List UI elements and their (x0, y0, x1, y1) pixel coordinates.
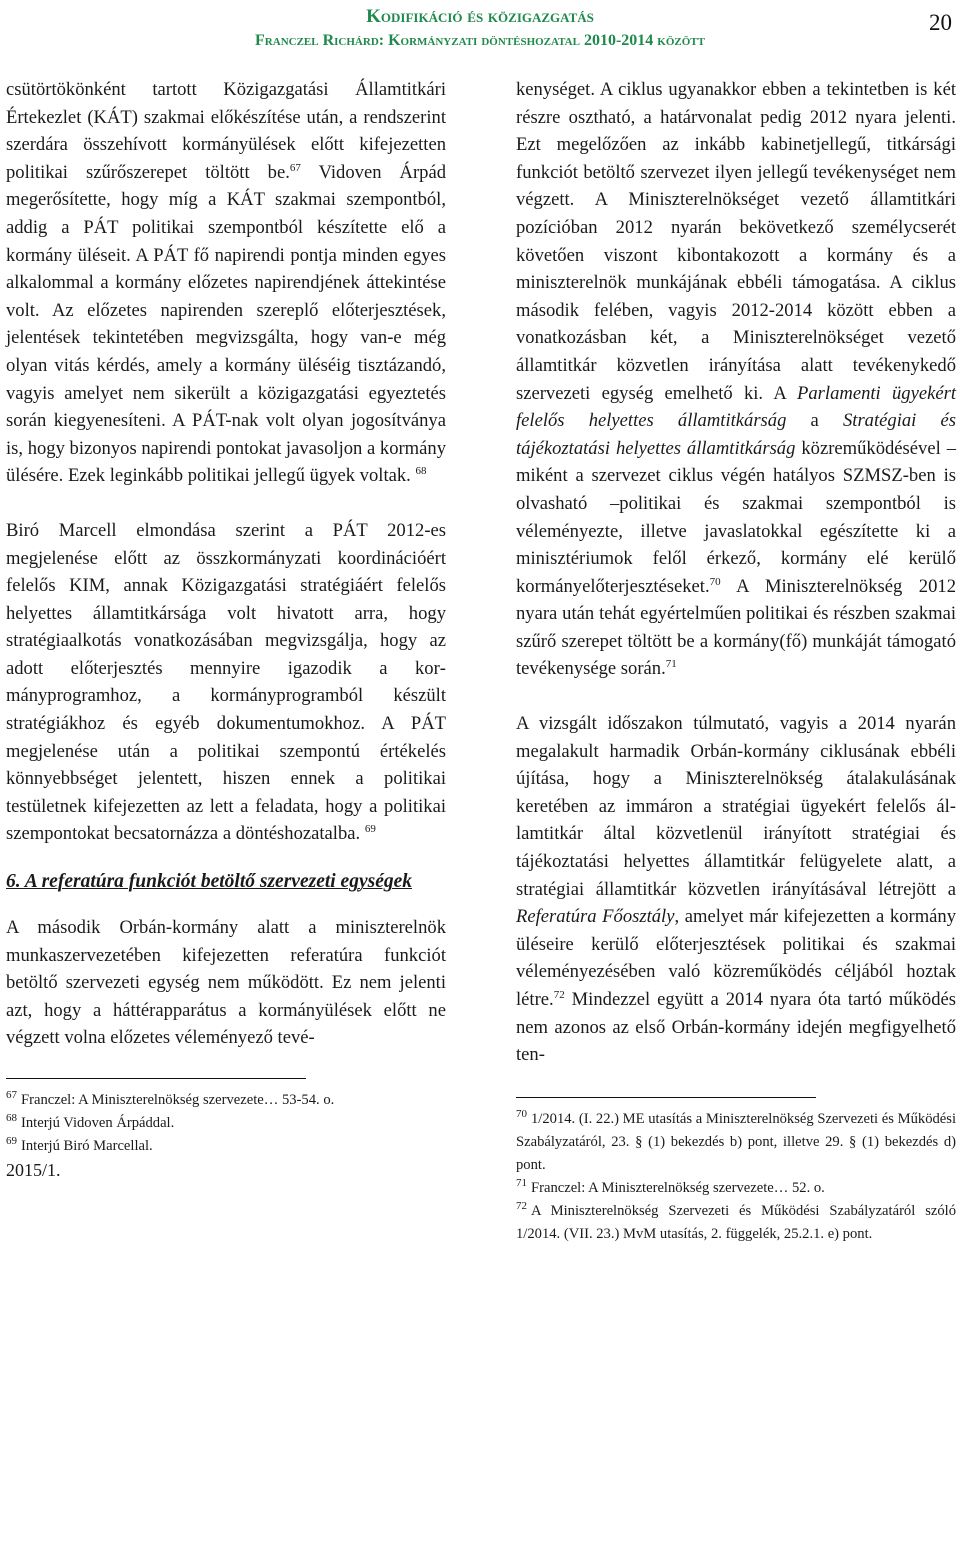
right-column (516, 76, 956, 1246)
paragraph: Biró Marcell elmondása szerint a PÁT 2012-es megjelenése előtt az összkormányzati koordinációért felelős KIM, annak Közigazgatási stratégiáért felelős helyettes államtitkársága volt hivatott arra, hogy stratégiaalkotás vonatkozásában megvizsgálja, hogy az adott előterjesztés mennyire igazodik a kormányprogramhoz, a kormányprogramból készült stratégiákhoz és egyéb dokumentumokhoz. A PÁT megjelenése után a politikai szempontú értékelés könnyebbséget jelentett, hiszen ennek a politikai testületnek kifejezetten az lett a feladata, hogy a politikai szempontokat becsatornázza a döntéshozatalba. $^{69}$ (6, 519, 446, 845)
page-number: 20 (929, 10, 952, 35)
footnote: $^{69}$ Interjú Biró Marcellal. (6, 1135, 153, 1154)
footnote-rule (516, 1097, 816, 1098)
footnote: $^{68}$ Interjú Vidoven Árpáddal. (6, 1112, 175, 1131)
footnote: $^{72}$ A Miniszterelnökség Szervezeti és Működési Szabályzatáról szóló 1/2014. (VII. 23.) MvM utasítás, 2. függelék, 25.2.1. e) pont. (516, 1199, 956, 1242)
footnote: $^{71}$ Franczel: A Miniszterelnökség szervezete… 52. o. (516, 1176, 825, 1196)
paragraph: A vizsgált időszakon túlmutató, vagyis a 2014 nyarán megalakult harmadik Orbán-kormány ciklusának ebbéli újítása, hogy a Miniszterelnökség átalakulásának keretében az immáron a stratégiai ügyekért felelős államtitkár által közvetlenül irányított stratégiai és tájékoztatási helyettes államtitkár felügyelete alatt, a stratégiai államtitkár közvetlen irányításával létrejött a Referatúra Főosztály, amelyet már kifejezetten a kormány üléseire kerülő előterjesztések politikai és szakmai véleményezésében való közreműködés céljából hoztak létre.$^{72}$ Mindezzel együtt a 2014 nyara óta tartó működés nem azonos az első Orbán-kormány idején megfigyelhető ten- (516, 713, 956, 1066)
footnote-ref[interactable]: 68 (415, 465, 427, 478)
footnote-ref[interactable]: 72 (553, 988, 565, 1001)
journal-title: Kodifikáció és közigazgatás (366, 6, 594, 27)
article-title: Franczel Richárd: Kormányzati döntéshozatal 2010-2014 között (255, 32, 705, 49)
footnote-ref[interactable]: 69 (364, 823, 376, 836)
footnote-rule (6, 1078, 306, 1079)
footnote-ref[interactable]: 67 (289, 161, 301, 174)
footnote-ref[interactable]: 71 (665, 658, 677, 671)
footnote-ref[interactable]: 70 (709, 575, 721, 588)
paragraph: A második Orbán-kormány alatt a miniszterelnök munkaszervezetében kifejezetten referatúra funkciót betöltő szervezeti egység nem működött. Ez nem jelenti azt, hogy a háttérapparátus a kormányülések előtt ne végzett volna előzetes véleményező tevé- (6, 917, 446, 1049)
paragraph: csütörtökönként tartott Közigazgatási Államtitkári Értekezlet (KÁT) szakmai előkészítése után, a rendszerint szerdára összehívott kormányülések előtt kifejezetten politikai szűrőszerepet töltött be.$^{67}$ Vidoven Árpád megerősítette, hogy míg a KÁT szakmai szempontból, addig a PÁT politikai szempontból készítette elő a kormány üléseit. A PÁT fő napirendi pontja minden egyes alkalommal a kormány előzetes napirendjének áttekintése volt. Az előzetes napirenden szereplő előterjesztések, jelentések tekintetében megvizsgálta, hogy van-e még olyan vitás kérdés, amely a kormány üléséig tisztázandó, vagyis amelyet nem sikerült a közigazgatási egyeztetés során kiegyenesíteni. A PÁT-nak volt olyan jogosítványa is, hogy bizonyos napirendi pontokat javasoljon a kormány ülésére. Ezek leginkább politikai jellegű ügyek voltak. $^{68}$ (6, 79, 446, 487)
left-column (6, 76, 446, 1183)
issue-year: 2015/1. (6, 1160, 61, 1180)
section-heading: 6. A referatúra funkciót betöltő szervezeti egységek (6, 871, 413, 893)
footnote: $^{70}$ 1/2014. (I. 22.) ME utasítás a Miniszterelnökség Szervezeti és Működési Szabályzatáról, 23. § (1) bekezdés b) pont, illetve 29. § (1) bekezdés d) pont. (516, 1107, 956, 1173)
footnote: $^{67}$ Franczel: A Miniszterelnökség szervezete… 53-54. o. (6, 1089, 335, 1108)
paragraph: kenységet. A ciklus ugyanakkor ebben a tekintetben is két részre osztható, a határvonalat pedig 2012 nyara jelenti. Ezt megelőzően az inkább kabinetjellegű, titkársági funkciót betöltő szervezet ilyen jellegű tevékenységet nem végzett. A Miniszterelnökséget vezető államtitkári pozícióban 2012 nyarán bekövetkező személycserét követően viszont kibontakozott a kormány és a miniszterelnök munkájának ebbéli támogatása. A ciklus második felében, vagyis 2012-2014 között ebben a vonatkozásban két, a Miniszterelnökséget vezető államtitkár közvetlen irányítása alatt tevékenykedő szervezeti egység emelhető ki. A Parlamenti ügyekért felelős helyettes államtitkárság a Stratégiai és tájékoztatási helyettes államtitkárság közreműködésével – miként a szervezet ciklus végén hatályos SZMSZ-ben is olvasható –politikai és szakmai szempontból is véleményezte, illetve javaslatokkal egészítette ki a minisztériumok felől érkező, kormány elé kerülő kormányelőterjesztéseket.$^{70}$ A Miniszterelnökség 2012 nyara után tehát egyértelműen politikai és részben szakmai szűrő szerepet töltött be a kormány(fő) munkáját támogató tevékenysége során.$^{71}$ (516, 79, 956, 680)
running-header (0, 4, 960, 64)
